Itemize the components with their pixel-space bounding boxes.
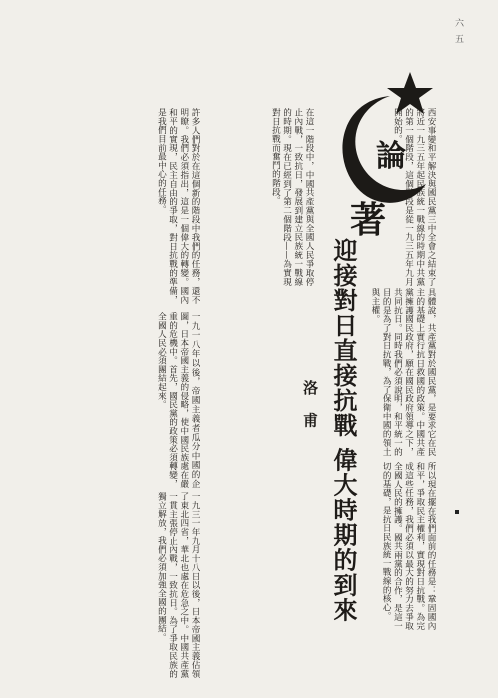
emblem-kanji-bottom: 著: [350, 199, 387, 241]
body-column-1: 西安事變和平解決與國民黨三中全會之結束了將近一九三五年起民族統一戰線的時期中共黨的第一個階段，這個階段是從一九三五年九月開始的。: [392, 108, 436, 286]
body-column-6: 具體說，共產黨對於國民黨，是要求它在民主的基礎上實行抗日救國的政策。中國共產黨擁護國民政府，願在國民政府領導之下，共同抗日。同時我們必須說明，和平統一的目的是為了對日抗戰，為了保衛中國的領土與主權。: [369, 288, 436, 456]
running-head: 六 五: [453, 18, 463, 45]
body-column-3: 許多人們對於在這個新的階段中我們的任務，還不明瞭。我們必須指出，這是一個偉大的轉變。國內和平的實現，民主自由的爭取，對日抗戰的準備，是我們目前最中心的任務。: [156, 108, 200, 304]
body-column-7: 所以現在擺在我們面前的任務是：鞏固國內和平，爭取民主權利，實現對日抗戰。為完成這些任務，我們必須以最大的努力去爭取全國人民的擁護。國共兩黨的合作，是這一切的基礎，是抗日民族統一戰線的核心。: [381, 462, 436, 630]
emblem-kanji-top: 論: [376, 139, 406, 174]
body-column-5: 一九三一年九月十八日以後，日本帝國主義佔領了東北四省，華北也處在危急之中。中國共產黨一貫主張停止內戰，一致抗日。為了爭取民族的獨立解放，我們必須加強全國的團結。: [156, 492, 200, 678]
body-column-4: 一九一八年以後，帝國主義者瓜分中國的企圖，日本帝國主義的侵略，使中國民族處在嚴重的危機中。首先，國民黨的政策必須轉變，全國人民必須團結起來。: [156, 312, 200, 488]
article-author: 洛 甫: [301, 380, 319, 434]
article-title: 迎接對日直接抗戰 偉大時期的到來: [329, 238, 358, 623]
body-column-2: 在這一階段中，中國共產黨與全國人民爭取停止內戰，一致抗日，發展到建立民族統一戰線的時期。現在已經到了第二個階段——為實現對日抗戰而奮鬥的階段。: [270, 108, 314, 286]
section-marker: [455, 510, 459, 514]
